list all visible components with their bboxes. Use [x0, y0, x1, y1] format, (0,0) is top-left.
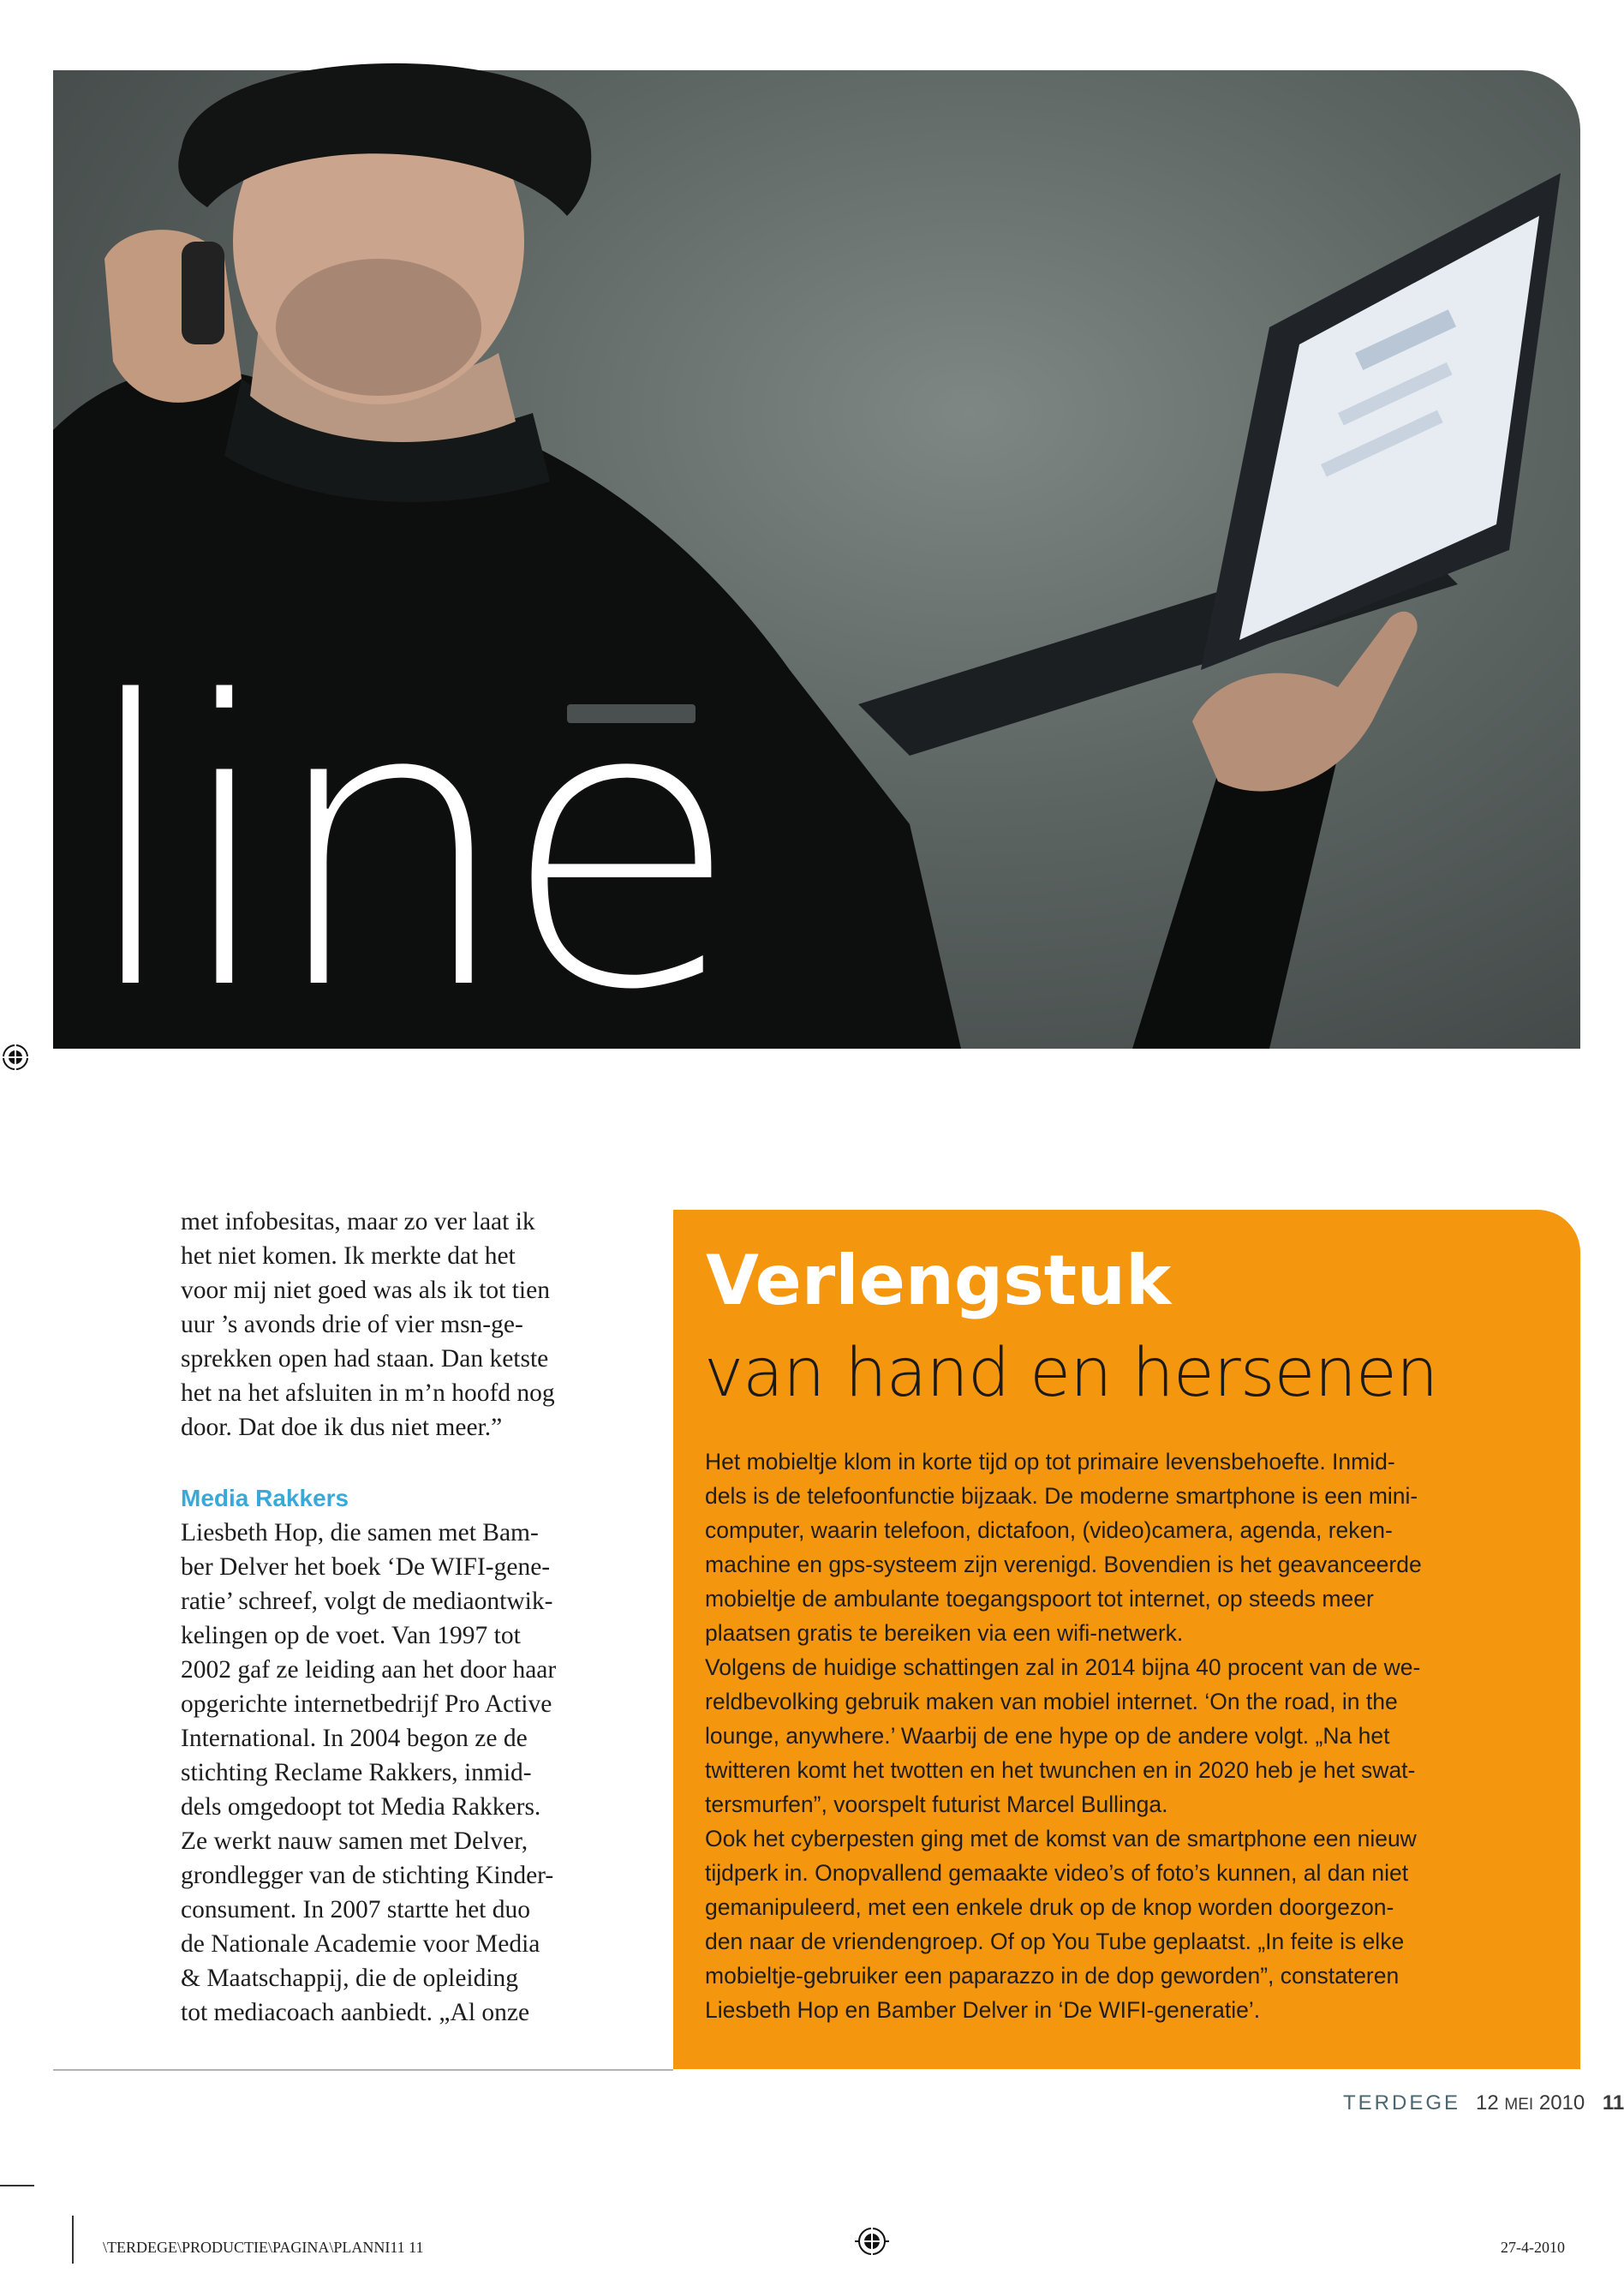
sidebar-box-paragraph: Volgens de huidige schattingen zal in 2014 bijna 40 procent van de we- reldbevolking gebruik maken van mobiel internet. ‘On the road, in the lounge, anywhere.’ Waarbij de ene hype op de andere volgt. „Na het twitteren komt het twotten en het twunchen en in 2020 heb je het swat- tersmurfen”, voorspelt futurist Marcel Bullinga.: [705, 1654, 1421, 1817]
sidebar-box-paragraph: Ook het cyberpesten ging met de komst van de smartphone een nieuw tijdperk in. Onopvallend gemaakte video’s of foto’s kunnen, al dan niet gemanipuleerd, met een enkele druk op de knop worden doorgezon- den naar de vriendengroep. Of op You Tube geplaatst. „In feite is elke mobieltje-gebruiker een paparazzo in de dop geworden”, constateren Liesbeth Hop en Bamber Delver in ‘De WIFI-generatie’.: [705, 1826, 1417, 2023]
footer-date-month: MEI: [1504, 2096, 1534, 2114]
footer-date-day: 12: [1476, 2091, 1499, 2115]
sidebar-box-title: Verlengstuk: [706, 1241, 1172, 1320]
print-slug-path: \TERDEGE\PRODUCTIE\PAGINA\PLANNI11 11: [103, 2239, 424, 2256]
footer-date-year: 2010: [1538, 2091, 1585, 2115]
sidebar-box-body: [705, 1445, 1561, 2027]
footer-publication: TERDEGE: [1343, 2091, 1461, 2115]
decorative-headline-word: line: [77, 619, 727, 1077]
footer-page-number: 11: [1602, 2091, 1624, 2115]
sidebar-box-paragraph: Het mobieltje klom in korte tijd op tot primaire levensbehoefte. Inmid- dels is de telefoonfunctie bijzaak. De moderne smartphone is een mini- computer, waarin telefoon, dictafoon, (video)camera, agenda, reken- machine en gps-systeem zijn verenigd. Bovendien is het geavanceerde mobieltje de ambulante toegangspoort tot internet, op steeds meer plaatsen gratis te bereiken via een wifi-netwerk.: [705, 1449, 1422, 1646]
crop-mark: [0, 2185, 34, 2186]
divider-rule: [53, 2069, 673, 2071]
registration-mark-icon: [855, 2224, 889, 2258]
crop-mark: [72, 2216, 74, 2264]
print-slug-date: 27-4-2010: [1501, 2239, 1565, 2256]
registration-mark-icon: [0, 1042, 31, 1073]
page-footer: [1343, 2091, 1624, 2118]
article-subhead: Media Rakkers: [181, 1485, 349, 1511]
article-paragraph: met infobesitas, maar zo ver laat ik het niet komen. Ik merkte dat het voor mij niet goed was als ik tot tien uur ’s avonds drie of vier msn-ge- sprekken open had staan. Dan ketste het na het afsluiten in m’n hoofd nog door. Dat doe ik dus niet meer.”: [181, 1208, 555, 1441]
article-column-left: [181, 1205, 609, 2030]
article-paragraph: Liesbeth Hop, die samen met Bam- ber Delver het boek ‘De WIFI-gene- ratie’ schreef, volgt de mediaontwik- kelingen op de voet. Van 1997 tot 2002 gaf ze leiding aan het door haar opgerichte internetbedrijf Pro Active International. In 2004 begon ze de stichting Reclame Rakkers, inmid- dels omgedoopt tot Media Rakkers. Ze werkt nauw samen met Delver, grondlegger van de stichting Kinder- consument. In 2007 startte het duo de Nationale Academie voor Media & Maatschappij, die de opleiding tot mediacoach aanbiedt. „Al onze: [181, 1519, 557, 2026]
sidebar-box-subtitle: van hand en hersenen: [704, 1335, 1438, 1412]
